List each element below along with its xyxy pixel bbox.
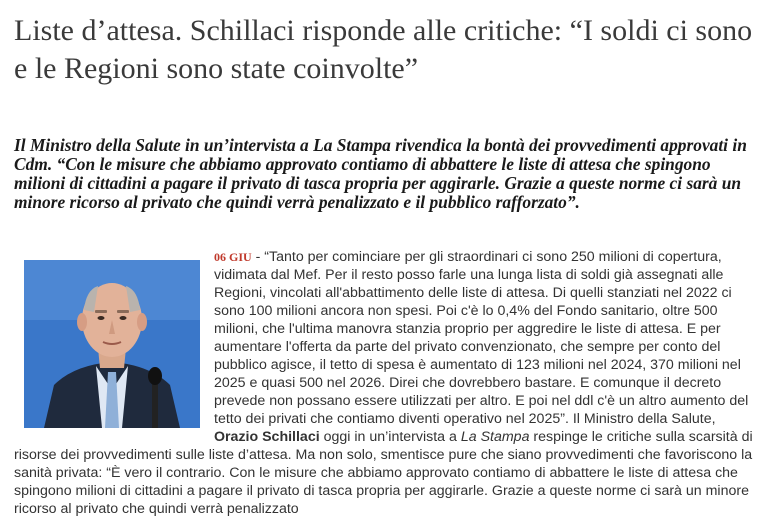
body-text-part1: “Tanto per cominciare per gli straordinari ci sono 250 milioni di copertura, vidimata dal Mef. Per il resto posso farle una lunga lista di soldi già assegnati alle Regioni, vincolati all'abbattimento delle liste di attesa. Di quelli stanziati nel 2022 ci sono 100 milioni ancora non spesi. Poi c'è lo 0,4% del Fondo sanitario, oltre 500 milioni, che l'ultima manovra stanzia proprio per aggredire le liste di attesa. E per aumentare l'offerta da parte del privato convenzionato, che sempre per conto del pubblico agisce, il tetto di spesa è aumentato di 123 milioni nel 2024, 370 milioni nel 2025 e quasi 500 nel 2026. Direi che dovrebbero bastare. E comunque il decreto prevede non possano essere utilizzati per altro. E poi nel ddl c'è un altro aumento del tetto dei privati che contiamo diventi operativo nel 2025”. Il Ministro della Salute,: [214, 249, 749, 427]
article-photo: [24, 260, 200, 428]
newspaper-name: La Stampa: [460, 429, 530, 445]
body-text-part3: respinge le critiche sulla scarsità di risorse dei provvedimenti sulle liste d’attesa. Ma non solo, smentisce pure che siano provvedimenti che favoriscono la sanità privata: “È vero il contrario. Con le misure che abbiamo approvato contiamo di abbattere le liste di attesa che spingono milioni di cittadini a pagare il privato di tasca propria per aggirarle. Grazie a queste norme ci sarà un minore ricorso al privato che quindi verrà penalizzato: [14, 429, 753, 517]
date-separator: -: [251, 249, 265, 265]
article-headline: Liste d’attesa. Schillaci risponde alle critiche: “I soldi ci sono e le Regioni sono state coinvolte”: [14, 14, 753, 85]
body-text-part2: oggi in un’intervista a: [319, 429, 461, 445]
article-lead: Il Ministro della Salute in un’intervista a La Stampa rivendica la bontà dei provvedimenti approvati in Cdm. “Con le misure che abbiamo approvato contiamo di abbattere le liste di attesa che spingono milioni di cittadini a pagare il privato di tasca propria per aggirarle. Grazie a queste norme ci sarà un minore ricorso al privato che quindi verrà penalizzato e il pubblico rafforzato”.: [14, 135, 747, 212]
minister-name: Orazio Schillaci: [214, 429, 320, 445]
article-body: [14, 248, 762, 518]
article-date: 06 GIU: [214, 250, 252, 264]
